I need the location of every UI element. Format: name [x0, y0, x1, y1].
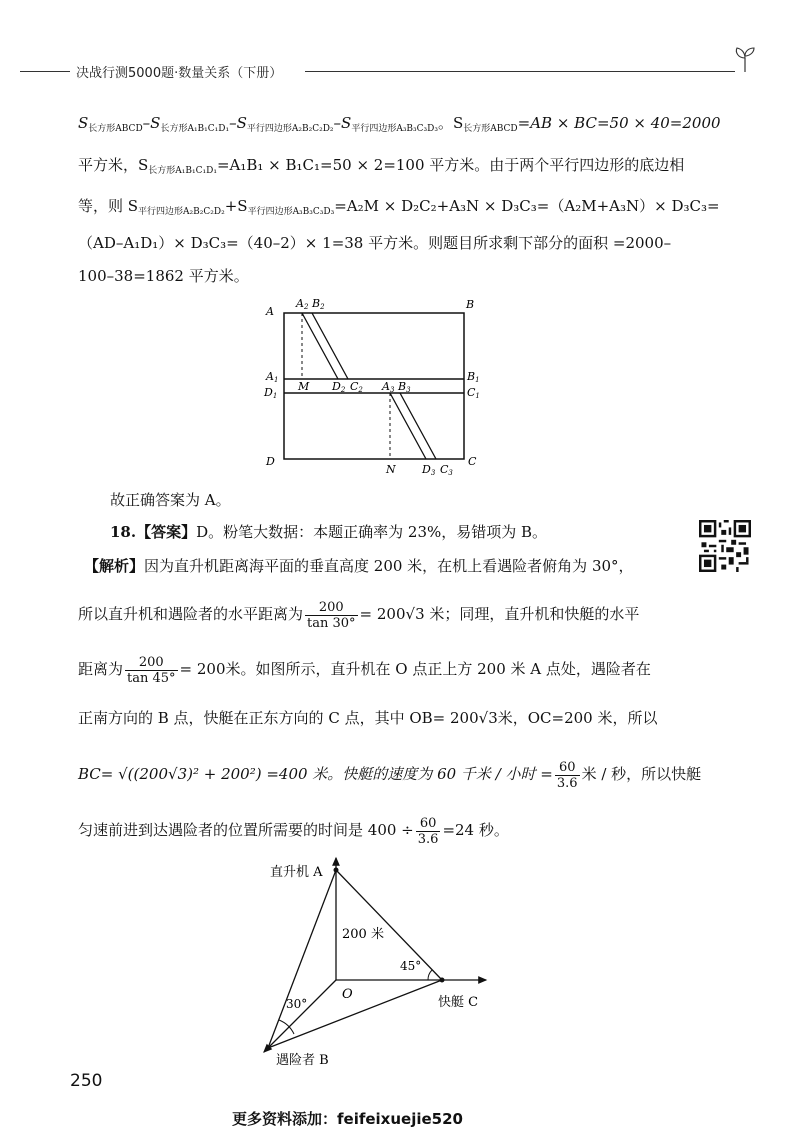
- label-D1: D1: [264, 386, 278, 400]
- analysis-line-5: BC= √((200√3)² + 200²) =400 米。快艇的速度为 60 千米 / 小时 = $\frac{60}{3.6}$ 米 / 秒，所以快艇: [78, 759, 702, 791]
- line-AC: [336, 870, 442, 980]
- angle-30-arc: [279, 1020, 294, 1034]
- label-200m: 200 米: [342, 927, 384, 942]
- solution-line-5: 100–38=1862 平方米。: [78, 267, 249, 285]
- helicopter-figure: [250, 852, 510, 1072]
- label-A1: A1: [266, 370, 279, 384]
- header-title: 决战行测5000题·数量关系（下册）: [76, 66, 283, 81]
- para3-left: [390, 393, 426, 459]
- sprout-icon: [732, 44, 758, 74]
- footer-contact: 更多资料添加：feifeixuejie520: [232, 1110, 463, 1128]
- label-B3: B3: [398, 380, 411, 394]
- label-boat-C: 快艇 C: [438, 995, 479, 1010]
- header-rule-right: [305, 71, 735, 72]
- line-AB: [268, 870, 336, 1048]
- conclusion-17: 故正确答案为 A。: [110, 491, 231, 509]
- label-victim-B: 遇险者 B: [276, 1053, 329, 1068]
- solution-line-4: （AD–A₁D₁）× D₃C₃=（40–2）× 1=38 平方米。则题目所求剩下部分的面积 =2000–: [78, 234, 672, 252]
- label-helicopter-A: 直升机 A: [270, 865, 323, 880]
- para2-right: [312, 313, 348, 379]
- south-axis: [264, 980, 336, 1052]
- analysis-line-4: 正南方向的 B 点，快艇在正东方向的 C 点，其中 OB= 200√3米，OC=200 米，所以: [78, 709, 658, 727]
- line-BC: [268, 980, 442, 1048]
- solution-line-1: $S_{长方形ABCD}-S_{长方形A_1B_1C_1D_1}-S_{平行四边形A_2B_2C_2D_2}-S_{平行四边形A_3B_3C_3D_3}$。$S_{长方形ABCD}=AB \times BC=50 \times 40=2000$: [78, 114, 721, 134]
- label-C: C: [468, 455, 477, 468]
- answer-line-18: 18.【答案】D。粉笔大数据：本题正确率为 23%，易错项为 B。: [110, 523, 548, 541]
- rectangle-figure: [258, 295, 498, 475]
- label-B2: B2: [312, 297, 325, 311]
- label-B: B: [466, 298, 475, 311]
- fraction-200-tan45: $\frac{200}{\tan 45^\circ}$: [127, 654, 176, 686]
- label-A2: A2: [296, 297, 309, 311]
- label-C2: C2: [350, 380, 363, 394]
- analysis-line-3: 距离为 $\frac{200}{\tan 45^\circ}$ = 200米。如图所示，直升机在 O 点正上方 200 米 A 点处，遇险者在: [78, 654, 651, 686]
- fraction-60-3.6-b: $\frac{60}{3.6}$: [417, 815, 439, 847]
- label-D3: D3: [422, 463, 436, 475]
- analysis-line-6: 匀速前进到达遇险者的位置所需要的时间是 400 ÷ $\frac{60}{3.6}$ =24 秒。: [78, 815, 509, 847]
- para2-left: [302, 313, 338, 379]
- label-A3: A3: [382, 380, 395, 394]
- label-C3: C3: [440, 463, 453, 475]
- angle-45-arc: [428, 970, 432, 980]
- label-A: A: [266, 305, 274, 318]
- analysis-line-2: 所以直升机和遇险者的水平距离为 $\frac{200}{\tan 30^\circ}$ = 200√3 米；同理，直升机和快艇的水平: [78, 599, 640, 631]
- solution-line-3: 等，则 $S_{平行四边形A_2B_2C_2D_2}+S_{平行四边形A_3B_3C_3D_3}=A_2M \times D_2C_2+A_3N \times D_3C_3=(A_2M+A_3N)\times D_3C_3=$: [78, 197, 720, 217]
- solution-line-2: 平方米，$S_{长方形A_1B_1C_1D_1}=A_1B_1 \times B_1C_1=50 \times 2=100$ 平方米。由于两个平行四边形的底边相: [78, 156, 685, 176]
- para3-right: [400, 393, 436, 459]
- label-N: N: [386, 463, 396, 475]
- label-O: O: [342, 987, 353, 1002]
- point-C: [440, 978, 445, 983]
- label-C1: C1: [467, 386, 480, 400]
- header-rule-left: [20, 71, 70, 72]
- point-A: [334, 868, 339, 873]
- label-B1: B1: [467, 370, 480, 384]
- label-M: M: [298, 380, 310, 393]
- label-30deg: 30°: [286, 997, 308, 1011]
- page-number: 250: [70, 1071, 103, 1091]
- label-D: D: [266, 455, 275, 468]
- qr-code-icon: [699, 520, 751, 572]
- analysis-line-1: 【解析】因为直升机距离海平面的垂直高度 200 米，在机上看遇险者俯角为 30°，: [84, 557, 634, 575]
- label-45deg: 45°: [400, 959, 422, 973]
- outer-rectangle: [284, 313, 464, 459]
- fraction-200-tan30: $\frac{200}{\tan 30^\circ}$: [307, 599, 356, 631]
- label-D2: D2: [332, 380, 346, 394]
- fraction-60-3.6-a: $\frac{60}{3.6}$: [556, 759, 578, 791]
